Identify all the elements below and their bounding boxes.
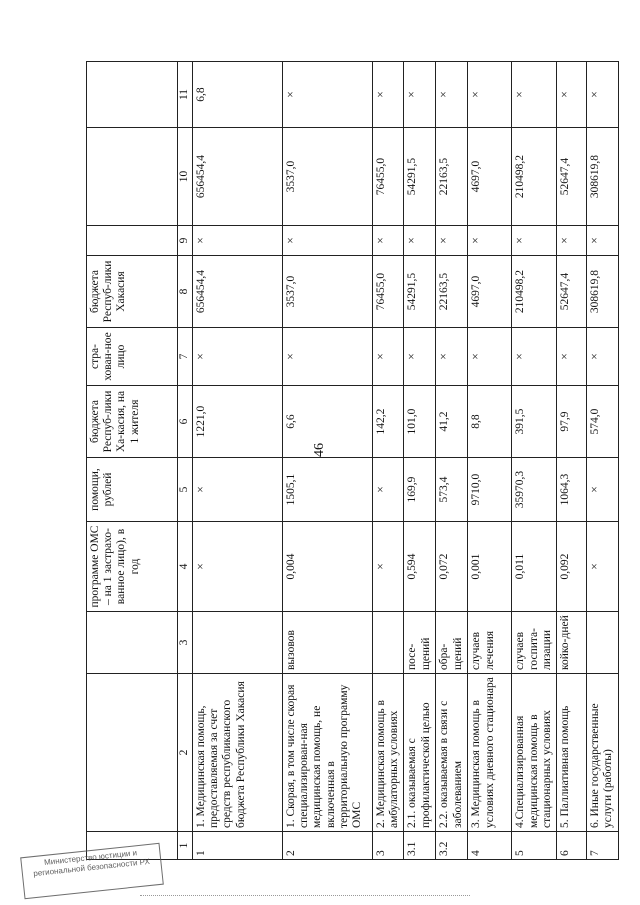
header-cell: [87, 128, 178, 226]
row-cell: ×: [404, 62, 436, 128]
financing-table: [86, 61, 619, 860]
row-cell: 22163,5: [436, 128, 468, 226]
row-cell: ×: [557, 328, 587, 386]
row-cell: 656454,4: [193, 256, 283, 328]
row-cell: 6,8: [193, 62, 283, 128]
header-cell: [87, 226, 178, 256]
bottom-dotted-line: [140, 895, 470, 896]
column-number: 2: [178, 674, 193, 832]
row-cell: 6,6: [283, 386, 373, 458]
row-cell: 142,2: [373, 386, 404, 458]
row-cell: 4697,0: [468, 128, 512, 226]
registration-stamp: Министерство юстиции и региональной безопасности РХ: [20, 843, 164, 899]
column-number: 4: [178, 522, 193, 612]
row-number: 3: [373, 832, 404, 860]
table-row: [283, 62, 373, 860]
row-cell: 308619,8: [587, 256, 619, 328]
row-cell: 1505,1: [283, 458, 373, 522]
column-number: 5: [178, 458, 193, 522]
row-cell: ×: [373, 328, 404, 386]
row-cell: ×: [283, 226, 373, 256]
row-label: 6. Иные государственные услуги (работы): [587, 674, 619, 832]
row-cell: ×: [512, 62, 557, 128]
row-cell: ×: [587, 62, 619, 128]
row-cell: ×: [512, 328, 557, 386]
row-cell: 0,072: [436, 522, 468, 612]
rotated-table-container: [86, 62, 615, 860]
column-number: 11: [178, 62, 193, 128]
column-number-row: [178, 62, 193, 860]
row-cell: ×: [193, 226, 283, 256]
row-cell: ×: [468, 226, 512, 256]
table-row: [373, 62, 404, 860]
row-label: 4.Специализированная медицинская помощь в стационарных условиях: [512, 674, 557, 832]
row-cell: ×: [283, 62, 373, 128]
row-unit: обра-щений: [436, 612, 468, 674]
column-number: 9: [178, 226, 193, 256]
row-cell: ×: [193, 522, 283, 612]
row-cell: 0,092: [557, 522, 587, 612]
row-cell: 41,2: [436, 386, 468, 458]
row-cell: ×: [404, 328, 436, 386]
row-cell: 0,594: [404, 522, 436, 612]
table-row: [468, 62, 512, 860]
row-number: 7: [587, 832, 619, 860]
table-row: [512, 62, 557, 860]
column-number: 8: [178, 256, 193, 328]
row-unit: [587, 612, 619, 674]
row-cell: 54291,5: [404, 256, 436, 328]
row-cell: ×: [373, 62, 404, 128]
row-cell: ×: [436, 62, 468, 128]
row-number: 6: [557, 832, 587, 860]
table-row: [436, 62, 468, 860]
row-cell: 308619,8: [587, 128, 619, 226]
row-cell: 76455,0: [373, 256, 404, 328]
row-cell: 3537,0: [283, 256, 373, 328]
table-row: [404, 62, 436, 860]
row-cell: 1221,0: [193, 386, 283, 458]
row-cell: ×: [436, 226, 468, 256]
row-label: 2.1. оказываемая с профилактической целью: [404, 674, 436, 832]
row-label: 5. Паллиативная помощь: [557, 674, 587, 832]
row-cell: 0,004: [283, 522, 373, 612]
row-cell: ×: [557, 226, 587, 256]
row-label: 1. Медицинская помощь, предоставляемая за счет средств республиканского бюджета Республики Хакасия: [193, 674, 283, 832]
row-label: 3. Медицинская помощь в условиях дневного стационара: [468, 674, 512, 832]
row-unit: койко-дней: [557, 612, 587, 674]
header-cell: [87, 674, 178, 832]
column-number: 6: [178, 386, 193, 458]
row-cell: ×: [373, 226, 404, 256]
table-row: [587, 62, 619, 860]
row-unit: случаев лечения: [468, 612, 512, 674]
row-unit: случаев госпита-лизации: [512, 612, 557, 674]
column-number: 7: [178, 328, 193, 386]
row-cell: ×: [468, 328, 512, 386]
header-cell: бюджета Респуб-лики Хакасия: [87, 256, 178, 328]
row-cell: ×: [193, 328, 283, 386]
row-cell: ×: [557, 62, 587, 128]
row-cell: 101,0: [404, 386, 436, 458]
row-cell: ×: [587, 328, 619, 386]
table-row: [557, 62, 587, 860]
row-cell: 9710,0: [468, 458, 512, 522]
table-header-row: [87, 62, 178, 860]
row-cell: 8,8: [468, 386, 512, 458]
column-number: 10: [178, 128, 193, 226]
row-cell: ×: [468, 62, 512, 128]
row-number: 1: [193, 832, 283, 860]
table-row: [193, 62, 283, 860]
row-cell: ×: [404, 226, 436, 256]
header-cell: [87, 612, 178, 674]
header-cell: помощи, рублей: [87, 458, 178, 522]
header-cell: стра-хован-ное лицо: [87, 328, 178, 386]
row-label: 2. Медицинская помощь в амбулаторных условиях: [373, 674, 404, 832]
row-cell: ×: [587, 226, 619, 256]
column-number: 3: [178, 612, 193, 674]
row-unit: посе-щений: [404, 612, 436, 674]
row-number: 2: [283, 832, 373, 860]
row-cell: 1064,3: [557, 458, 587, 522]
row-cell: ×: [587, 522, 619, 612]
row-cell: 391,5: [512, 386, 557, 458]
row-cell: 4697,0: [468, 256, 512, 328]
row-cell: 210498,2: [512, 128, 557, 226]
row-cell: 52647,4: [557, 128, 587, 226]
row-number: 4: [468, 832, 512, 860]
row-cell: 76455,0: [373, 128, 404, 226]
row-cell: 574,0: [587, 386, 619, 458]
column-number: 1: [178, 832, 193, 860]
row-cell: ×: [373, 522, 404, 612]
row-cell: ×: [193, 458, 283, 522]
row-cell: 573,4: [436, 458, 468, 522]
row-unit: [193, 612, 283, 674]
row-cell: 210498,2: [512, 256, 557, 328]
row-unit: вызовов: [283, 612, 373, 674]
row-number: 3.1: [404, 832, 436, 860]
row-cell: 97,9: [557, 386, 587, 458]
row-cell: 169,9: [404, 458, 436, 522]
row-cell: 3537,0: [283, 128, 373, 226]
header-cell: программе ОМС – на 1 застрахо-ванное лицо), в год: [87, 522, 178, 612]
row-cell: 22163,5: [436, 256, 468, 328]
page-number: 46: [312, 443, 327, 457]
row-cell: 35970,3: [512, 458, 557, 522]
header-cell: [87, 62, 178, 128]
row-cell: 0,011: [512, 522, 557, 612]
row-cell: 0,001: [468, 522, 512, 612]
row-cell: ×: [587, 458, 619, 522]
row-cell: ×: [283, 328, 373, 386]
row-cell: ×: [512, 226, 557, 256]
row-cell: 656454,4: [193, 128, 283, 226]
row-label: 1. Скорая, в том числе скорая специализирован-ная медицинская помощь, не включенная в территориальную программу ОМС: [283, 674, 373, 832]
row-unit: [373, 612, 404, 674]
row-number: 5: [512, 832, 557, 860]
row-cell: ×: [436, 328, 468, 386]
row-cell: ×: [373, 458, 404, 522]
row-label: 2.2. оказываемая в связи с заболеванием: [436, 674, 468, 832]
header-cell: бюджета Респуб-лики Ха-касия, на 1 жителя: [87, 386, 178, 458]
row-cell: 54291,5: [404, 128, 436, 226]
row-number: 3.2: [436, 832, 468, 860]
row-cell: 52647,4: [557, 256, 587, 328]
